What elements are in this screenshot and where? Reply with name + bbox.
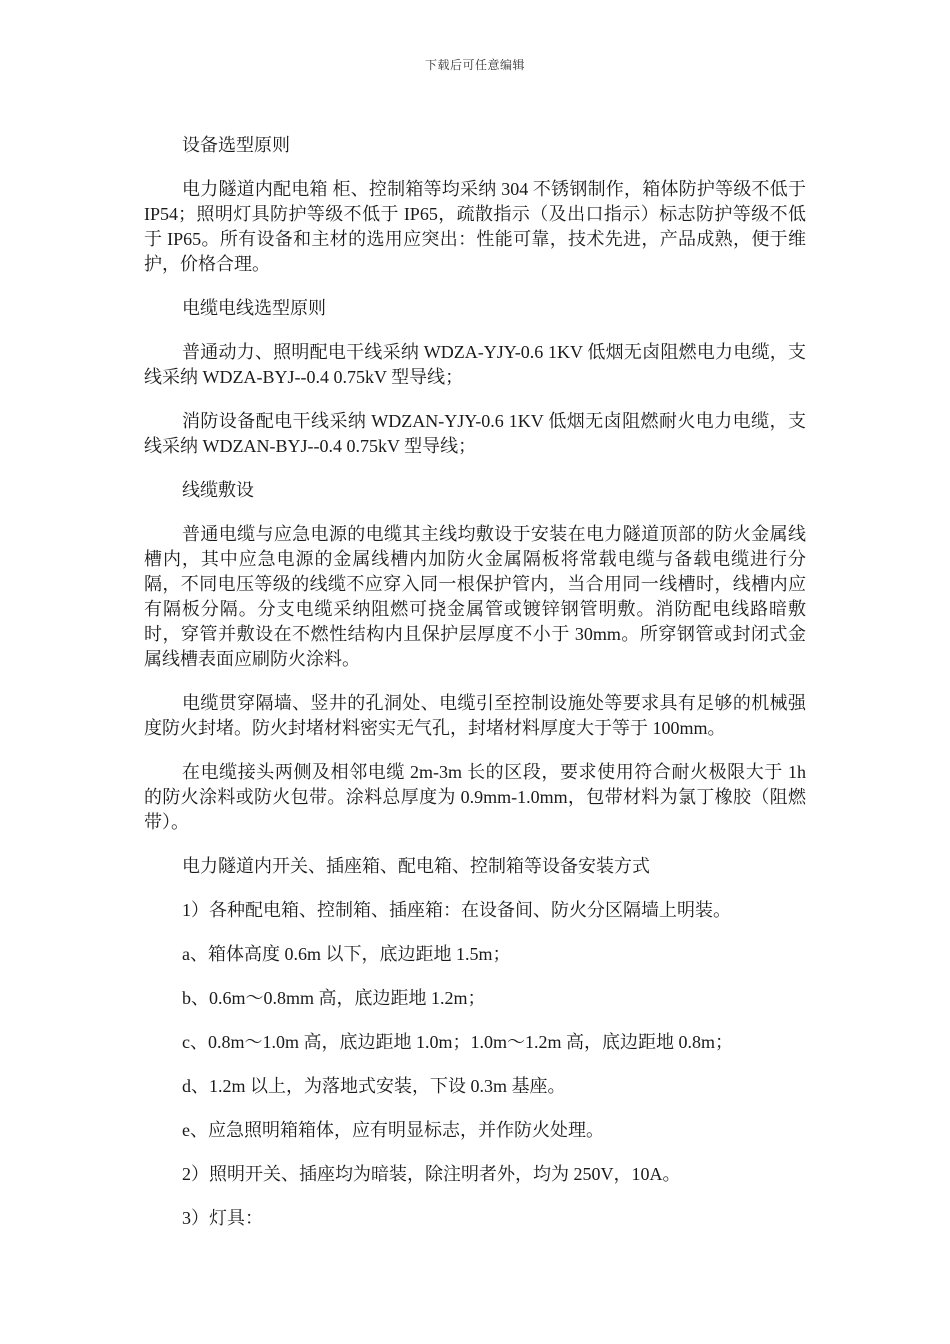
paragraph-distribution-box-material: 电力隧道内配电箱 柜、控制箱等均采纳 304 不锈钢制作，箱体防护等级不低于 IP54；照明灯具防护等级不低于 IP65，疏散指示（及出口指示）标志防护等级不低于 IP65。所有设备和主材的选用应突出：性能可靠，技术先进，产品成熟，便于维护，价格合理。 [144,179,806,274]
list-item-switches-sockets: 2）照明开关、插座均为暗装，除注明者外，均为 250V，10A。 [182,1164,681,1184]
section-heading-installation-methods: 电力隧道内开关、插座箱、配电箱、控制箱等设备安装方式 [182,856,650,876]
header-note: 下载后可任意编辑 [424,58,525,72]
list-item-d: d、1.2m 以上，为落地式安装，下设 0.3m 基座。 [182,1076,566,1096]
section-heading-cable-selection: 电缆电线选型原则 [182,298,326,318]
list-item-a: a、箱体高度 0.6m 以下，底边距地 1.5m； [182,944,511,964]
paragraph-fire-sealing: 电缆贯穿隔墙、竖井的孔洞处、电缆引至控制设施处等要求具有足够的机械强度防火封堵。防火封堵材料密实无气孔，封堵材料厚度大于等于 100mm。 [144,693,806,738]
list-item-luminaires: 3）灯具： [182,1208,263,1228]
section-heading-cable-laying: 线缆敷设 [182,480,254,500]
paragraph-cable-trunking: 普通电缆与应急电源的电缆其主线均敷设于安装在电力隧道顶部的防火金属线槽内，其中应急电源的金属线槽内加防火金属隔板将常载电缆与备载电缆进行分隔，不同电压等级的线缆不应穿入同一根保护管内，当合用同一线槽时，线槽内应有隔板分隔。分支电缆采纳阻燃可挠金属管或镀锌钢管明敷。消防配电线路暗敷时，穿管并敷设在不燃性结构内且保护层厚度不小于 30mm。所穿钢管或封闭式金属线槽表面应刷防火涂料。 [144,524,806,669]
paragraph-fire-equipment-cables: 消防设备配电干线采纳 WDZAN-YJY-0.6 1KV 低烟无卤阻燃耐火电力电缆，支线采纳 WDZAN-BYJ--0.4 0.75kV 型导线； [144,411,806,456]
section-heading-equipment-selection: 设备选型原则 [182,135,290,155]
list-item-e: e、应急照明箱箱体，应有明显标志，并作防火处理。 [182,1120,604,1140]
paragraph-cable-joint-protection: 在电缆接头两侧及相邻电缆 2m-3m 长的区段，要求使用符合耐火极限大于 1h 的防火涂料或防火包带。涂料总厚度为 0.9mm-1.0mm，包带材料为氯丁橡胶（阻燃带）。 [144,762,806,832]
list-item-boxes-mounting: 1）各种配电箱、控制箱、插座箱：在设备间、防火分区隔墙上明装。 [182,900,731,920]
paragraph-power-lighting-cables: 普通动力、照明配电干线采纳 WDZA-YJY-0.6 1KV 低烟无卤阻燃电力电缆，支线采纳 WDZA-BYJ--0.4 0.75kV 型导线； [144,342,806,387]
list-item-c: c、0.8m～1.0m 高，底边距地 1.0m；1.0m～1.2m 高，底边距地 0.8m； [182,1032,733,1052]
document-body [144,133,806,1250]
list-item-b: b、0.6m～0.8mm 高，底边距地 1.2m； [182,988,486,1008]
